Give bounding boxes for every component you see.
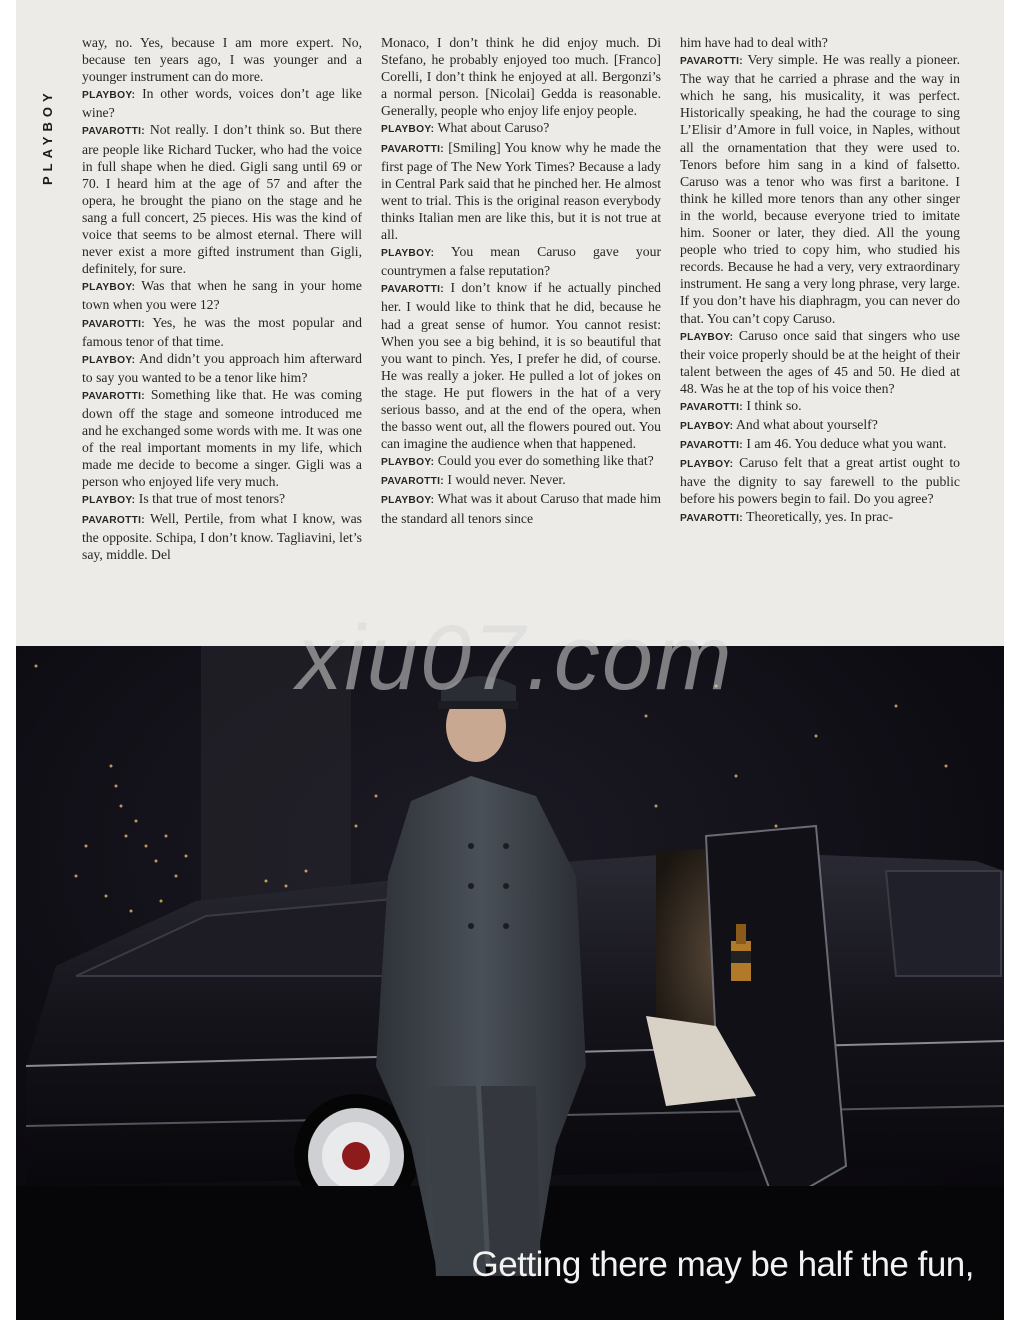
- article-paragraph: [680, 416, 960, 435]
- speaker-label: PLAYBOY:: [82, 354, 136, 366]
- speaker-label: PLAYBOY:: [680, 421, 734, 433]
- article-paragraph: [82, 510, 362, 563]
- speaker-label: PAVAROTTI:: [82, 514, 145, 526]
- paragraph-text: And didn’t you approach him afterward to say you wanted to be a tenor like him?: [82, 350, 362, 385]
- article-column-2: [381, 34, 661, 640]
- article-paragraph: [381, 119, 661, 138]
- article-paragraph: [82, 350, 362, 386]
- article-paragraph: [82, 34, 362, 85]
- masthead-side-label: PLAYBOY: [40, 88, 55, 185]
- paragraph-text: Was that when he sang in your home town when you were 12?: [82, 278, 362, 313]
- speaker-label: PAVAROTTI:: [680, 56, 743, 68]
- paragraph-text: Could you ever do something like that?: [437, 453, 654, 469]
- speaker-label: PLAYBOY:: [381, 248, 435, 260]
- speaker-label: PLAYBOY:: [680, 331, 734, 343]
- speaker-label: PAVAROTTI:: [381, 143, 444, 155]
- speaker-label: PLAYBOY:: [82, 282, 136, 294]
- article-paragraph: [381, 243, 661, 279]
- speaker-label: PAVAROTTI:: [381, 284, 444, 296]
- paragraph-text: Monaco, I don’t think he did enjoy much. Di Stefano, he probably enjoyed too much. [Franco] Corelli, I don’t think he enjoyed at all. Bergonzi’s a normal person. [Nicolai] Gedda is reasonable. Generally, people who enjoy life enjoy people.: [381, 35, 661, 119]
- speaker-label: PAVAROTTI:: [381, 476, 444, 488]
- article-paragraph: [381, 490, 661, 526]
- article-paragraph: [680, 34, 960, 51]
- paragraph-text: You mean Caruso gave your countrymen a false reputation?: [381, 244, 661, 279]
- article-paragraph: [82, 314, 362, 350]
- article-paragraph: [381, 279, 661, 452]
- article-paragraph: [680, 435, 960, 454]
- paragraph-text: I would never. Never.: [447, 472, 566, 488]
- article-paragraph: [82, 386, 362, 491]
- speaker-label: PAVAROTTI:: [680, 401, 743, 413]
- speaker-label: PAVAROTTI:: [680, 440, 743, 452]
- paragraph-text: In other words, voices don’t age like wine?: [82, 86, 362, 121]
- paragraph-text: I don’t know if he actually pinched her. I would like to think that he did, because he had a great sense of humor. You cannot resist: When you see a big behind, it is so beautiful that you want to pinch. Yes, I prefer he did, of course. He was really a joker. He pulled a lot of jokes on the stage. He put flowers in the hat of a very serious basso, and at the end of the opera, when the basso went out, all the flowers poured out. You can imagine the audience when that happened.: [381, 280, 661, 452]
- speaker-label: PAVAROTTI:: [680, 512, 743, 524]
- ad-photo-illustration: [16, 646, 1004, 1320]
- watermark-text: xiu07.com: [296, 607, 734, 709]
- article-paragraph: [381, 34, 661, 119]
- paragraph-text: What about Caruso?: [437, 120, 550, 136]
- speaker-label: PAVAROTTI:: [82, 390, 145, 402]
- speaker-label: PLAYBOY:: [82, 90, 136, 102]
- article-column-3: [680, 34, 960, 640]
- speaker-label: PAVAROTTI:: [82, 126, 145, 138]
- ad-photo: [16, 646, 1004, 1320]
- paragraph-text: Very simple. He was really a pioneer. The way that he carried a phrase and the way in which he sang, his musicality, it was perfect. Historically speaking, he had the courage to sing L’Elisir d’Amore in full voice, in Naples, without all the ornamentation that they were used to. Tenors before him sang in a kind of falsetto. Caruso was a tenor who was first a baritone. I think he killed more tenors than any other singer in the world, because everyone tried to imitate him. Sooner or later, they died. All the young people who tried to copy him, who studied his records. Because he had a very, very extraordinary instrument. He sang a very long phrase, very large. If you don’t have his diaphragm, you can never do that. You can’t copy Caruso.: [680, 52, 960, 326]
- article-paragraph: [680, 454, 960, 507]
- paragraph-text: What was it about Caruso that made him the standard all tenors since: [381, 491, 661, 526]
- paragraph-text: I think so.: [746, 397, 802, 413]
- paragraph-text: Theoretically, yes. In prac-: [746, 508, 894, 524]
- article-paragraph: [381, 471, 661, 490]
- paragraph-text: him have had to deal with?: [680, 35, 828, 50]
- article-paragraph: [680, 397, 960, 416]
- speaker-label: PLAYBOY:: [680, 459, 734, 471]
- speaker-label: PLAYBOY:: [381, 457, 435, 469]
- article-column-1: [82, 34, 362, 640]
- article-paragraph: [82, 121, 362, 277]
- paragraph-text: Well, Pertile, from what I know, was the opposite. Schipa, I don’t know. Tagliavini, let’s say, middle. Del: [82, 510, 362, 562]
- paragraph-text: And what about yourself?: [736, 417, 878, 433]
- paragraph-text: I am 46. You deduce what you want.: [746, 436, 947, 452]
- article-paragraph: [381, 139, 661, 244]
- paragraph-text: Something like that. He was coming down off the stage and someone introduced me and he exchanged some words with me. It was one of the real important moments in my life, which made me decide to become a singer. Gigli was a person who enjoyed life very much.: [82, 386, 362, 490]
- speaker-label: PLAYBOY:: [82, 495, 136, 507]
- paragraph-text: Caruso once said that singers who use their voice properly should be at the height of their talent between the ages of 45 and 50. He died at 48. Was he at the top of his voice then?: [680, 327, 960, 396]
- paragraph-text: Caruso felt that a great artist ought to have the dignity to say farewell to the public before his powers begin to fail. Do you agree?: [680, 455, 960, 507]
- speaker-label: PLAYBOY:: [381, 495, 435, 507]
- article-paragraph: [381, 452, 661, 471]
- paragraph-text: way, no. Yes, because I am more expert. No, because ten years ago, I was younger and a younger instrument can do more.: [82, 35, 362, 85]
- article-paragraph: [82, 85, 362, 121]
- article-paragraph: [680, 327, 960, 397]
- article-paragraph: [680, 51, 960, 327]
- paragraph-text: Yes, he was the most popular and famous tenor of that time.: [82, 314, 362, 349]
- paragraph-text: [Smiling] You know why he made the first page of The New York Times? Because a lady in Central Park said that he pinched her. He almost went to trial. This is the original reason everybody thinks Italian men are like this, but it is not true at all.: [381, 139, 661, 243]
- paragraph-text: Not really. I don’t think so. But there are people like Richard Tucker, who had the voice in full shape when he died. Gigli sang until 69 or 70. I heard him at the age of 57 and after the opera, he brought the piano on the stage and he sang a full concert, 25 pieces. His was the kind of voice that seems to be almost eternal. There will never exist a more gifted instrument than Gigli, definitely, for sure.: [82, 122, 362, 277]
- speaker-label: PLAYBOY:: [381, 124, 435, 136]
- article-paragraph: [82, 277, 362, 313]
- article-paragraph: [680, 508, 960, 527]
- ad-tagline: Getting there may be half the fun,: [471, 1245, 974, 1284]
- speaker-label: PAVAROTTI:: [82, 318, 145, 330]
- article-paragraph: [82, 490, 362, 509]
- paragraph-text: Is that true of most tenors?: [138, 491, 286, 507]
